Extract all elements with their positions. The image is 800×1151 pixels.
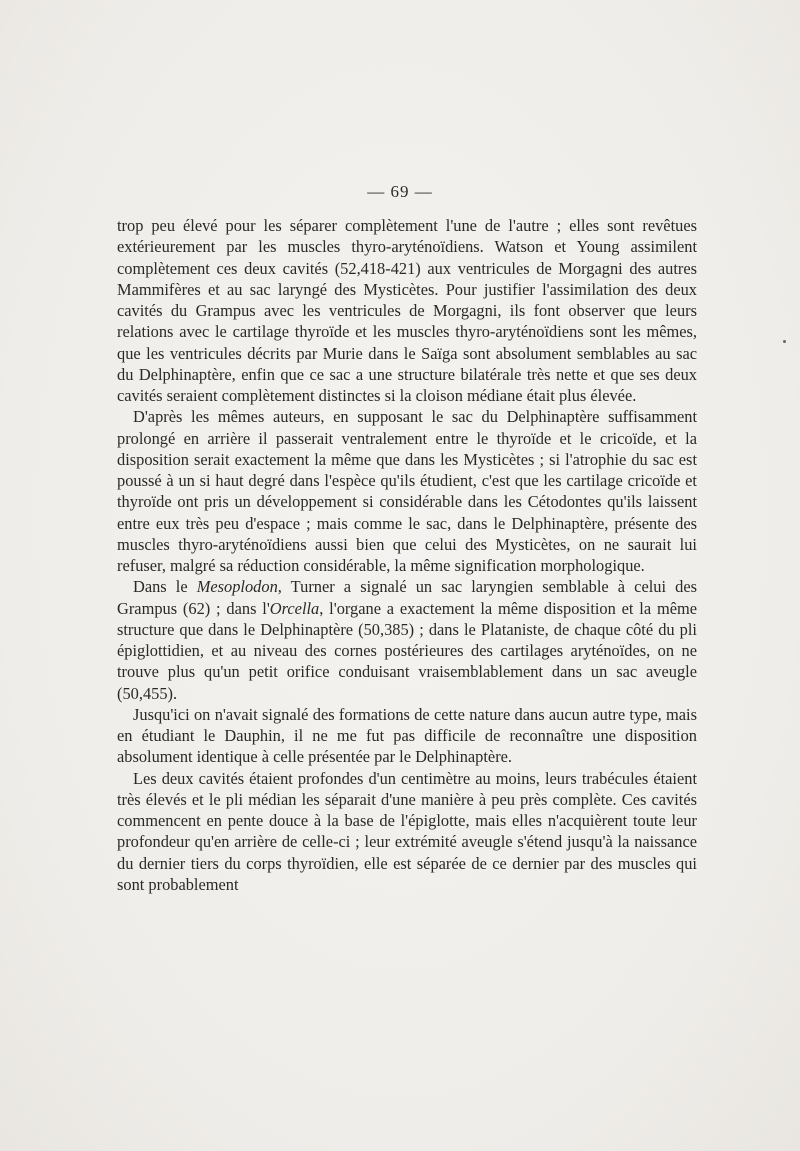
text-run: Dans le [133, 577, 197, 597]
text-run: D'après les mêmes auteurs, en supposant le sac du Delphinaptère suffisamment prolongé en arrière il passerait ventralement entre le thyroïde et le cricoïde, et la disposition serait exactement la même que dans les Mysticètes ; si l'atrophie du sac est poussé à un si haut degré dans l'espèce qu'ils étudient, c'est que les cartilage cricoïde et thyroïde ont pris un développement si considérable dans les Cétodontes qu'ils laissent entre eux très peu d'espace ; mais comme le sac, dans le Delphinaptère, présente des muscles thyro-aryténoïdiens aussi bien que celui des Mysticètes, on ne saurait lui refuser, malgré sa réduction considérable, la même signification morphologique. [117, 407, 697, 575]
paragraph [117, 768, 697, 896]
text-run: Les deux cavités étaient profondes d'un centimètre au moins, leurs trabécules étaient très élevés et le pli médian les séparait d'une manière à peu près complète. Ces cavités commencent en pente douce à la base de l'épiglotte, mais elles n'acquièrent toute leur profondeur qu'en arrière de celle-ci ; leur extrémité aveugle s'étend jusqu'à la naissance du dernier tiers du corps thyroïdien, elle est séparée de ce dernier par des muscles qui sont probablement [117, 768, 697, 894]
page-number: — 69 — [367, 182, 433, 201]
text-run: Jusqu'ici on n'avait signalé des formations de cette nature dans aucun autre type, mais en étudiant le Dauphin, il ne me fut pas difficile de reconnaître une disposition absolument identique à celle présentée par le Delphinaptère. [117, 704, 697, 767]
paper-speck [783, 340, 786, 343]
italic-term: Mesoplodon [196, 577, 278, 597]
paragraph [117, 704, 697, 768]
text-run: , l'organe a exactement la même disposition et la même structure que dans le Delphinaptère (50,385) ; dans le Plataniste, de chaque côté du pli épiglottidien, et au niveau des cornes postérieures des cartilages aryténoïdes, on ne trouve plus qu'un petit orifice conduisant vraisemblablement dans un sac aveugle (50,455). [117, 598, 697, 703]
text-run: , Turner a signalé un sac laryngien semblable à celui des Grampus (62) ; dans l' [117, 577, 697, 618]
italic-term: Orcella [269, 598, 320, 618]
paragraph [117, 576, 697, 704]
paragraph [117, 406, 697, 576]
paragraph [117, 215, 697, 406]
text-run: trop peu élevé pour les séparer complètement l'une de l'autre ; elles sont revêtues extérieurement par les muscles thyro-aryténoïdiens. Watson et Young assimilent complètement ces deux cavités (52,418-421) aux ventricules de Morgagni des autres Mammifères et au sac laryngé des Mysticètes. Pour justifier l'assimilation des deux cavités du Grampus avec les ventricules de Morgagni, ils font observer que leurs relations avec le cartilage thyroïde et les muscles thyro-aryténoïdiens sont les mêmes, que les ventricules décrits par Murie dans le Saïga sont absolument semblables au sac du Delphinaptère, enfin que ce sac a une structure bilatérale très nette et que ses deux cavités seraient complètement distinctes si la cloison médiane était plus élevée. [117, 216, 697, 405]
body-text [117, 215, 697, 895]
